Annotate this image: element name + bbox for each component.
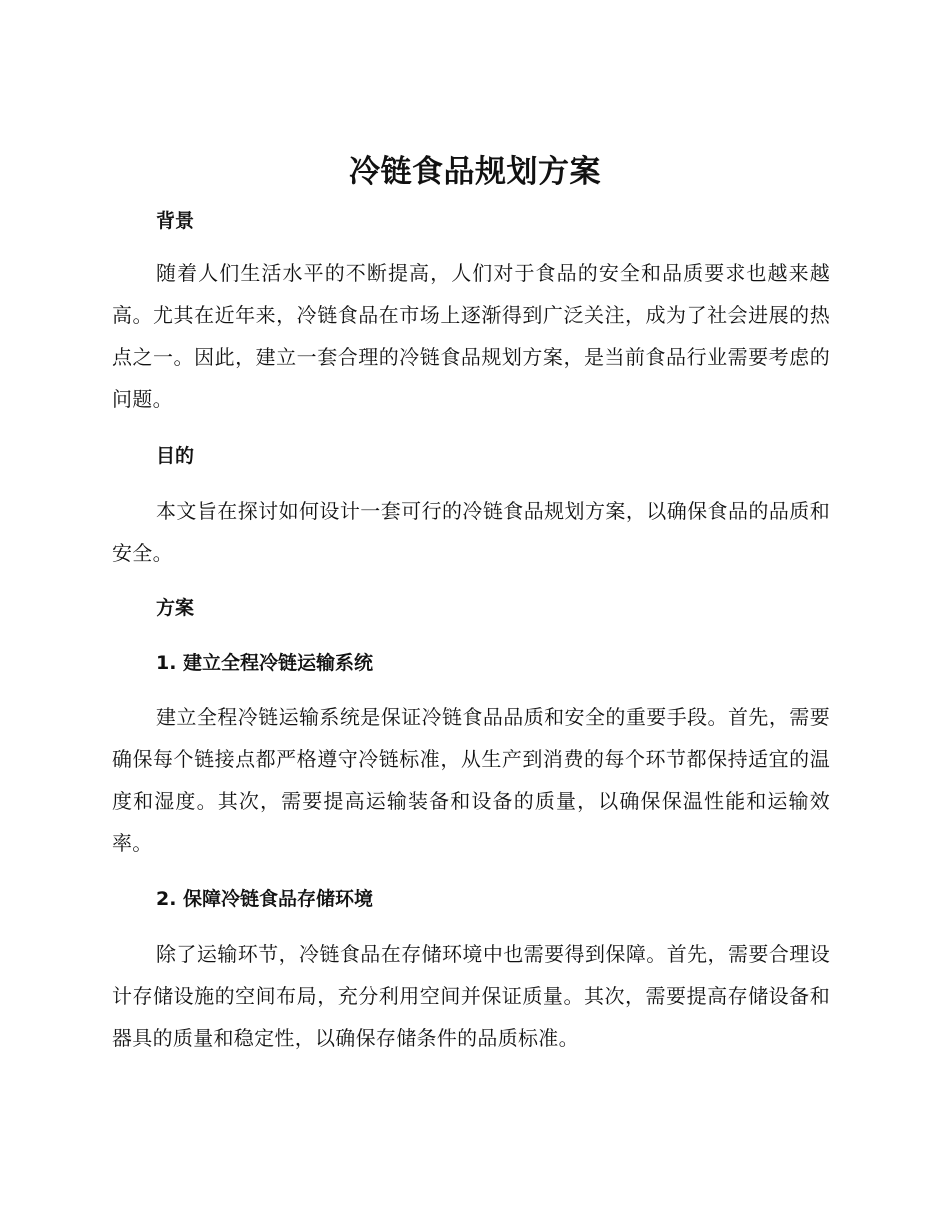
section-heading-plan: 方案 (156, 597, 195, 619)
section-heading-purpose: 目的 (156, 445, 195, 467)
subsection-heading-transport: 1. 建立全程冷链运输系统 (156, 652, 374, 674)
section-heading-background: 背景 (156, 210, 195, 232)
paragraph-purpose: 本文旨在探讨如何设计一套可行的冷链食品规划方案，以确保食品的品质和安全。 (112, 499, 830, 565)
paragraph-storage: 除了运输环节，冷链食品在存储环境中也需要得到保障。首先，需要合理设计存储设施的空间布局，充分利用空间并保证质量。其次，需要提高存储设备和器具的质量和稳定性，以确保存储条件的品质标准。 (112, 942, 830, 1050)
document-title: 冷链食品规划方案 (349, 154, 601, 190)
paragraph-background: 随着人们生活水平的不断提高，人们对于食品的安全和品质要求也越来越高。尤其在近年来，冷链食品在市场上逐渐得到广泛关注，成为了社会进展的热点之一。因此，建立一套合理的冷链食品规划方案，是当前食品行业需要考虑的问题。 (112, 261, 830, 411)
subsection-heading-storage: 2. 保障冷链食品存储环境 (156, 888, 374, 910)
paragraph-transport: 建立全程冷链运输系统是保证冷链食品品质和安全的重要手段。首先，需要确保每个链接点都严格遵守冷链标准，从生产到消费的每个环节都保持适宜的温度和湿度。其次，需要提高运输装备和设备的质量，以确保保温性能和运输效率。 (112, 705, 830, 855)
